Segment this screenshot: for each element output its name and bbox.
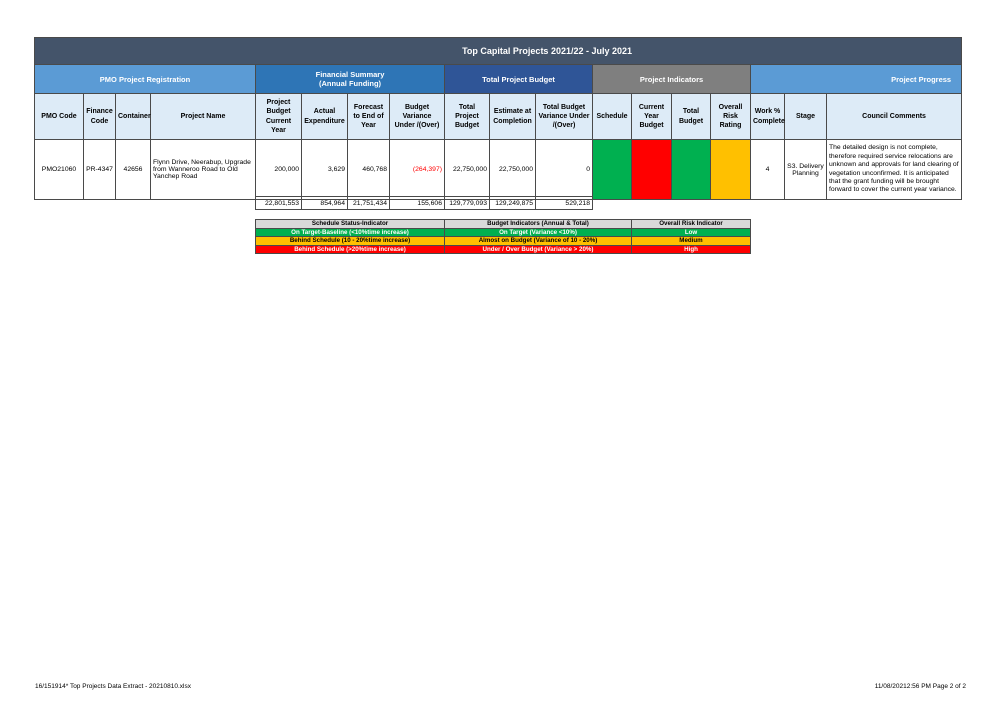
header-project-name: Project Name [151, 94, 256, 140]
total-project-budget-current-year: 22,801,553 [256, 197, 302, 210]
total-budget-variance: 155,606 [390, 197, 445, 210]
report-sheet [34, 37, 961, 200]
legend-schedule-red: Behind Schedule (>20%time increase) [256, 245, 445, 254]
cell-total-project-budget: 22,750,000 [445, 140, 490, 200]
legend-header-budget: Budget Indicators (Annual & Total) [445, 220, 632, 229]
cell-finance-code: PR-4347 [84, 140, 116, 200]
legend-row-red [256, 245, 751, 254]
header-forecast: Forecast to End of Year [348, 94, 390, 140]
cell-actual-expenditure: 3,629 [302, 140, 348, 200]
legend-budget-green: On Target (Variance <10%) [445, 228, 632, 237]
legend-row-green [256, 228, 751, 237]
legend-table [255, 219, 751, 254]
legend-risk-medium: Medium [632, 237, 751, 246]
cell-project-name: Flynn Drive, Neerabup, Upgrade from Wanneroo Road to Old Yanchep Road [151, 140, 256, 200]
indicator-current-year-budget [632, 140, 672, 200]
group-total-project-budget: Total Project Budget [445, 65, 593, 94]
cell-forecast: 460,768 [348, 140, 390, 200]
group-project-progress: Project Progress [751, 65, 962, 94]
legend-header-schedule: Schedule Status-Indicator [256, 220, 445, 229]
total-estimate: 129,249,875 [490, 197, 536, 210]
cell-total-budget-variance: 0 [536, 140, 593, 200]
header-estimate: Estimate at Completion [490, 94, 536, 140]
indicator-overall-risk [711, 140, 751, 200]
table-row [35, 140, 962, 200]
legend-budget-red: Under / Over Budget (Variance > 20%) [445, 245, 632, 254]
legend-budget-amber: Almost on Budget (Variance of 10 - 20%) [445, 237, 632, 246]
indicator-schedule [593, 140, 632, 200]
header-container: Container [116, 94, 151, 140]
footer-file-name: 16/151914* Top Projects Data Extract - 20210810.xlsx [35, 683, 191, 690]
header-total-budget: Total Budget [672, 94, 711, 140]
header-pmo-code: PMO Code [35, 94, 84, 140]
legend-header-risk: Overall Risk Indicator [632, 220, 751, 229]
header-stage: Stage [785, 94, 827, 140]
group-project-indicators: Project Indicators [593, 65, 751, 94]
cell-work-complete: 4 [751, 140, 785, 200]
total-total-budget-variance: 529,218 [536, 197, 593, 210]
report-title: Top Capital Projects 2021/22 - July 2021 [35, 38, 962, 65]
totals-table [255, 196, 593, 210]
footer-date-page: 11/08/20212:56 PM Page 2 of 2 [874, 683, 966, 690]
header-finance-code: Finance Code [84, 94, 116, 140]
header-current-year-budget: Current Year Budget [632, 94, 672, 140]
legend-header-row [256, 220, 751, 229]
legend-risk-high: High [632, 245, 751, 254]
legend-schedule-green: On Target-Baseline (<10%time increase) [256, 228, 445, 237]
cell-budget-variance: (264,397) [390, 140, 445, 200]
total-actual-expenditure: 854,964 [302, 197, 348, 210]
header-council-comments: Council Comments [827, 94, 962, 140]
cell-pmo-code: PMO21060 [35, 140, 84, 200]
group-financial-summary [256, 65, 445, 94]
group-financial-summary-label: Financial Summary (Annual Funding) [315, 70, 385, 88]
totals-row [256, 197, 593, 210]
indicator-total-budget [672, 140, 711, 200]
cell-container: 42656 [116, 140, 151, 200]
header-schedule: Schedule [593, 94, 632, 140]
header-total-budget-variance: Total Budget Variance Under /(Over) [536, 94, 593, 140]
header-project-budget: Project Budget Current Year [256, 94, 302, 140]
header-work-complete: Work % Complete [751, 94, 785, 140]
header-budget-variance: Budget Variance Under /(Over) [390, 94, 445, 140]
cell-project-budget: 200,000 [256, 140, 302, 200]
header-actual-expenditure: Actual Expenditure [302, 94, 348, 140]
group-pmo-registration: PMO Project Registration [35, 65, 256, 94]
legend-risk-low: Low [632, 228, 751, 237]
total-total-project-budget: 129,779,093 [445, 197, 490, 210]
legend-schedule-amber: Behind Schedule (10 - 20%time increase) [256, 237, 445, 246]
projects-table [34, 37, 962, 200]
cell-council-comments: The detailed design is not complete, therefore required service relocations are unknown and approvals for land clearing of vegetation unconfirmed. It is anticipated that the grant funding will be brought forward to cover the current year variance. [827, 140, 962, 200]
header-total-project-budget: Total Project Budget [445, 94, 490, 140]
legend-row-amber [256, 237, 751, 246]
cell-stage: S3. Delivery Planning [785, 140, 827, 200]
cell-estimate: 22,750,000 [490, 140, 536, 200]
header-overall-risk: Overall Risk Rating [711, 94, 751, 140]
total-forecast: 21,751,434 [348, 197, 390, 210]
